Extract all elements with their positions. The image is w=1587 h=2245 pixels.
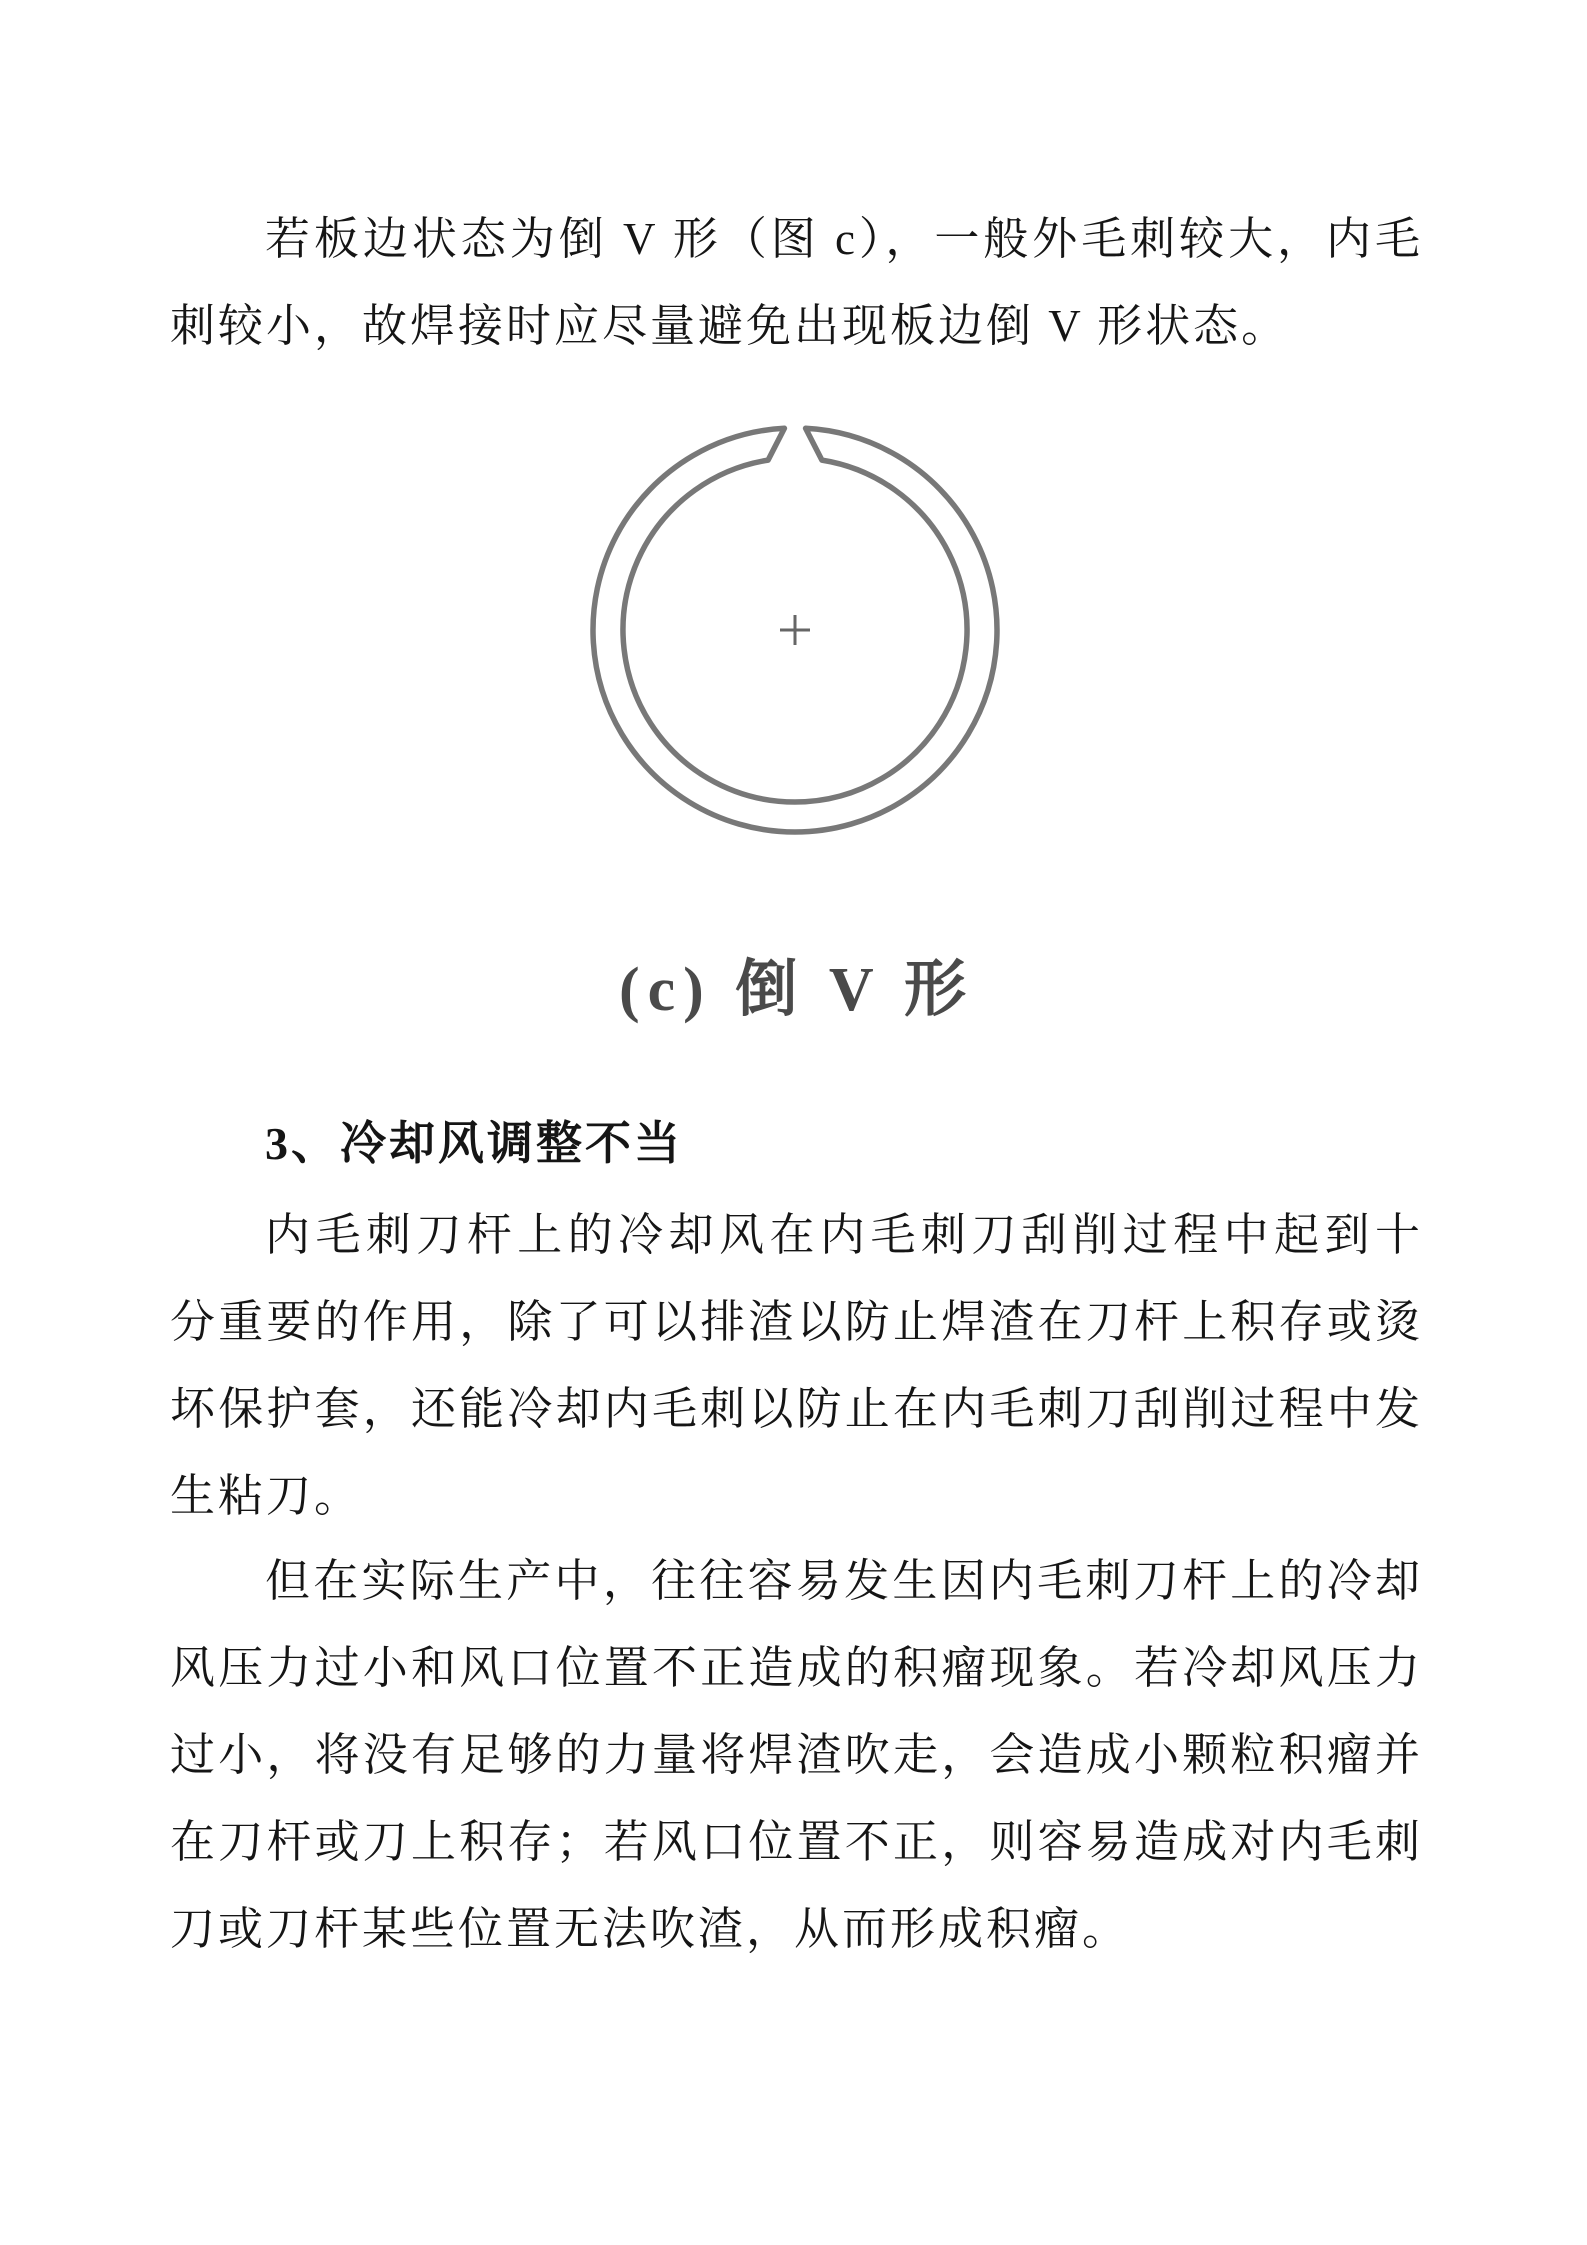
text-line: 风压力过小和风口位置不正造成的积瘤现象。若冷却风压力 — [170, 1643, 1423, 1693]
text-line: 内毛刺刀杆上的冷却风在内毛刺刀刮削过程中起到十 — [265, 1210, 1423, 1260]
paragraph-cooling-air-problems — [170, 1538, 1423, 1973]
text-line: 过小，将没有足够的力量将焊渣吹走，会造成小颗粒积瘤并 — [170, 1730, 1423, 1780]
center-cross-icon — [780, 615, 810, 645]
pipe-cross-section-diagram — [575, 412, 1015, 852]
text-line: 在刀杆或刀上积存；若风口位置不正，则容易造成对内毛刺 — [170, 1817, 1423, 1867]
text-line: 但在实际生产中，往往容易发生因内毛刺刀杆上的冷却 — [265, 1556, 1423, 1606]
text-line: 分重要的作用，除了可以排渣以防止焊渣在刀杆上积存或烫 — [170, 1297, 1423, 1347]
section-heading-cooling-air: 3、冷却风调整不当 — [265, 1118, 683, 1169]
figure-inverted-v-ring — [575, 412, 1015, 852]
text-line: 刀或刀杆某些位置无法吹渣，从而形成积瘤。 — [170, 1904, 1131, 1954]
paragraph-cooling-air-function — [170, 1192, 1423, 1540]
text-line: 刺较小，故焊接时应尽量避免出现板边倒 V 形状态。 — [170, 301, 1290, 351]
text-line: 若板边状态为倒 V 形（图 c），一般外毛刺较大，内毛 — [265, 214, 1423, 264]
text-line: 坏保护套，还能冷却内毛刺以防止在内毛刺刀刮削过程中发 — [170, 1384, 1423, 1434]
figure-caption: (c) 倒 V 形 — [619, 956, 974, 1024]
text-line: 生粘刀。 — [170, 1471, 363, 1521]
paragraph-board-edge-inverted-v — [170, 196, 1423, 370]
